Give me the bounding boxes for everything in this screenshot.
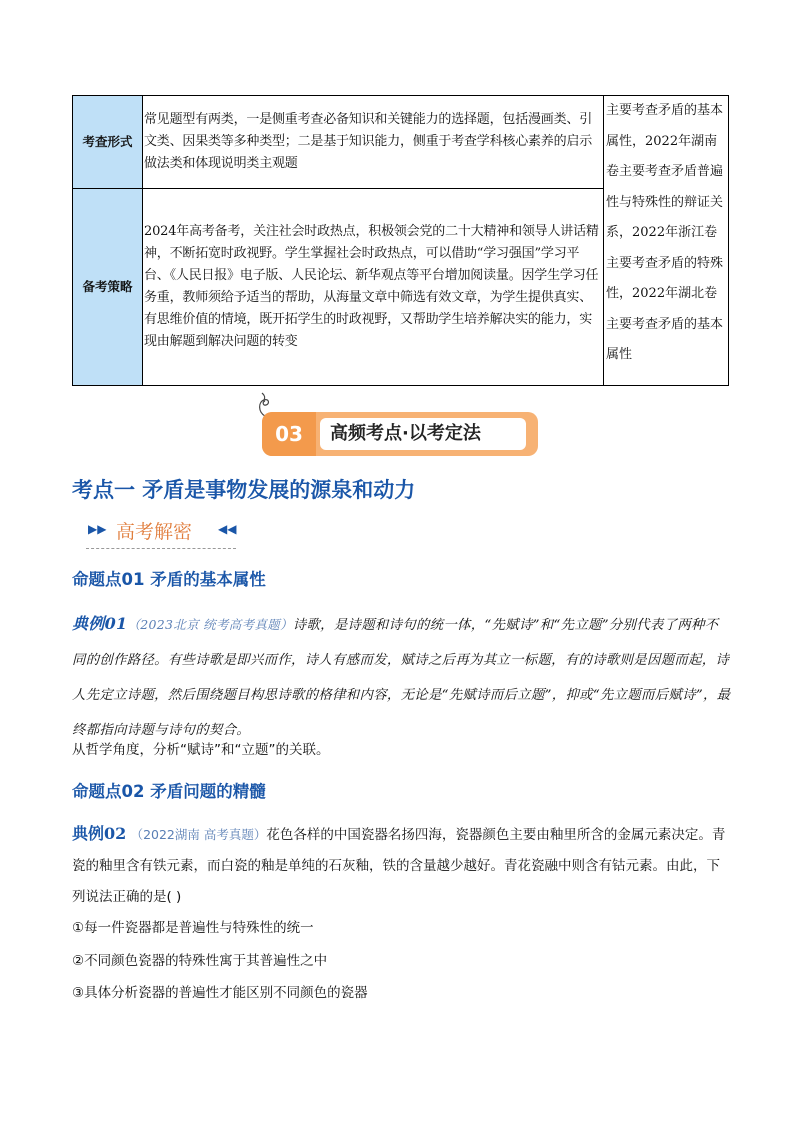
section-heading: 考点一 矛盾是事物发展的源泉和动力 [72, 478, 416, 502]
option-2: ②不同颜色瓷器的特殊性寓于其普遍性之中 [72, 953, 328, 969]
example-1-label: 典例01 [72, 614, 128, 633]
row-label-format: 考查形式 [73, 96, 143, 189]
subheading: 高考解密 [116, 521, 193, 543]
example-2 [72, 818, 732, 913]
example-1-source: （2023北京 统考高考真题） [127, 617, 293, 632]
example-1-question: 从哲学角度，分析“赋诗”和“立题”的关联。 [72, 742, 330, 758]
exam-analysis-table [72, 95, 724, 386]
row-label-strategy: 备考策略 [73, 189, 143, 386]
example-2-text: 花色各样的中国瓷器名扬四海，瓷器颜色主要由釉里所含的金属元素决定。青瓷的釉里含有铁元素，而白瓷的釉是单纯的石灰釉，铁的含量越少越好。青花瓷融中则含有钴元素。由此，下列说法正确的是( ) [72, 827, 726, 905]
banner-number: 03 [262, 412, 316, 456]
arrow-right-icon: ▶▶ [88, 522, 107, 536]
example-1 [72, 606, 732, 748]
example-1-text: 诗歌，是诗题和诗句的统一体，“先赋诗”和“先立题”分别代表了两种不同的创作路径。有些诗歌是即兴而作，诗人有感而发，赋诗之后再为其立一标题，有的诗歌则是因题而起，诗人先定立诗题，然后围绕题目构思诗歌的格律和内容，无论是“先赋诗而后立题”，抑或“先立题而后赋诗”，最终都指向诗题与诗句的契合。 [72, 618, 731, 738]
option-3: ③具体分析瓷器的普遍性才能区别不同颜色的瓷器 [72, 985, 368, 1001]
dashed-divider [86, 548, 236, 549]
point-heading-1: 命题点01 矛盾的基本属性 [72, 570, 266, 589]
example-2-source: （2022湖南 高考真题） [130, 827, 267, 842]
arrow-left-icon: ◀◀ [218, 522, 237, 536]
point-heading-2: 命题点02 矛盾问题的精髓 [72, 782, 266, 801]
side-summary: 主要考查矛盾的基本属性，2022年湖南卷主要考查矛盾普遍性与特殊性的辩证关系，2022年浙江卷主要考查矛盾的特殊性，2022年湖北卷主要考查矛盾的基本属性 [604, 96, 729, 386]
banner-title: 高频考点·以考定法 [330, 423, 481, 444]
option-1: ①每一件瓷器都是普遍性与特殊性的统一 [72, 920, 314, 936]
row-content-strategy: 2024年高考备考，关注社会时政热点，积极领会党的二十大精神和领导人讲话精神，不断拓宽时政视野。学生掌握社会时政热点，可以借助“学习强国”学习平台、《人民日报》电子版、人民论坛、新华观点等平台增加阅读量。因学生学习任务重，教师须给予适当的帮助，从海量文章中筛选有效文章，为学生提供真实、有思维价值的情境，既开拓学生的时政视野，又帮助学生培养解决实的能力，实现由解题到解决问题的转变 [143, 189, 604, 386]
row-content-format: 常见题型有两类，一是侧重考查必备知识和关键能力的选择题，包括漫画类、引文类、因果类等多种类型；二是基于知识能力，侧重于考查学科核心素养的启示做法类和体现说明类主观题 [143, 96, 604, 189]
section-banner [262, 408, 538, 458]
example-2-label: 典例02 [72, 824, 127, 843]
